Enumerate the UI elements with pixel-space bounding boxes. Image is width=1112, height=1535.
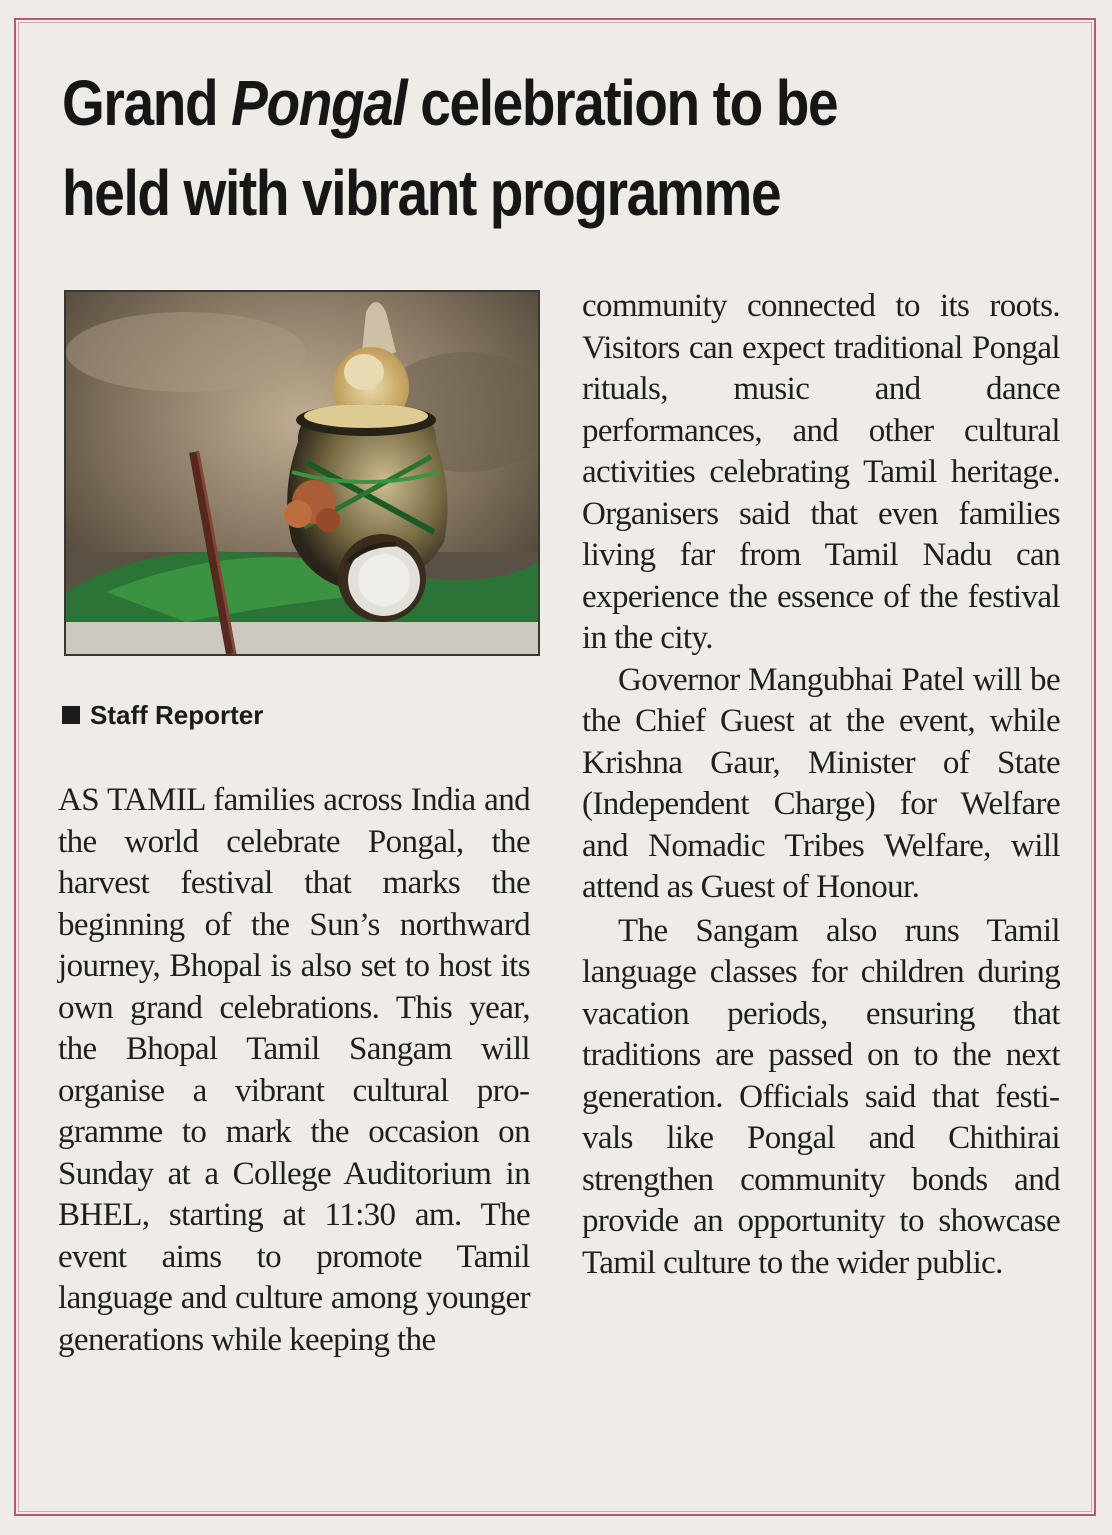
headline: [62, 58, 922, 238]
byline-bullet-icon: [62, 706, 80, 724]
body-paragraph: AS TAMIL families across India and the world celebrate Pongal, the harvest festival that marks the beginning of the Sun’s northward journey, Bhopal is also set to host its own grand celebrations. This year, the Bhopal Tamil Sangam will organise a vibrant cultural programme to mark the occasion on Sunday at a College Auditorium in BHEL, starting at 11:30 am. The event aims to promote Tamil language and culture among younger generations while keeping the: [58, 782, 530, 1358]
byline: [62, 700, 263, 730]
headline-line2: held with vibrant programme: [62, 157, 781, 229]
headline-pongal-italic: Pongal: [231, 67, 407, 139]
pongal-pot-illustration: [66, 292, 538, 654]
body-paragraph: Governor Mangubhai Patel will be the Chief Guest at the event, while Krishna Gaur, Minister of State (Independent Charge) for Welfare and Nomadic Tribes Welfare, will attend as Guest of Honour.: [582, 661, 1060, 905]
body-paragraph: community connected to its roots. Visitors can expect traditional Pongal rituals, music and dance performances, and other cultural activities celebrating Tamil heritage. Organisers said that even families living far from Tamil Nadu can experience the essence of the festival in the city.: [582, 288, 1060, 656]
article-column-right: [582, 286, 1060, 1284]
headline-line1: Grand Pongal celebration to be: [62, 67, 838, 139]
article-column-left: [58, 780, 530, 1361]
body-paragraph: The Sangam also runs Tamil language classes for children during vacation periods, ensuring that traditions are passed on to the next generation. Officials said that festivals like Pongal and Chithirai strengthen community bonds and provide an opportunity to showcase Tamil culture to the wider public.: [582, 912, 1060, 1281]
pongal-photo: [64, 290, 540, 656]
byline-text: Staff Reporter: [90, 700, 264, 730]
